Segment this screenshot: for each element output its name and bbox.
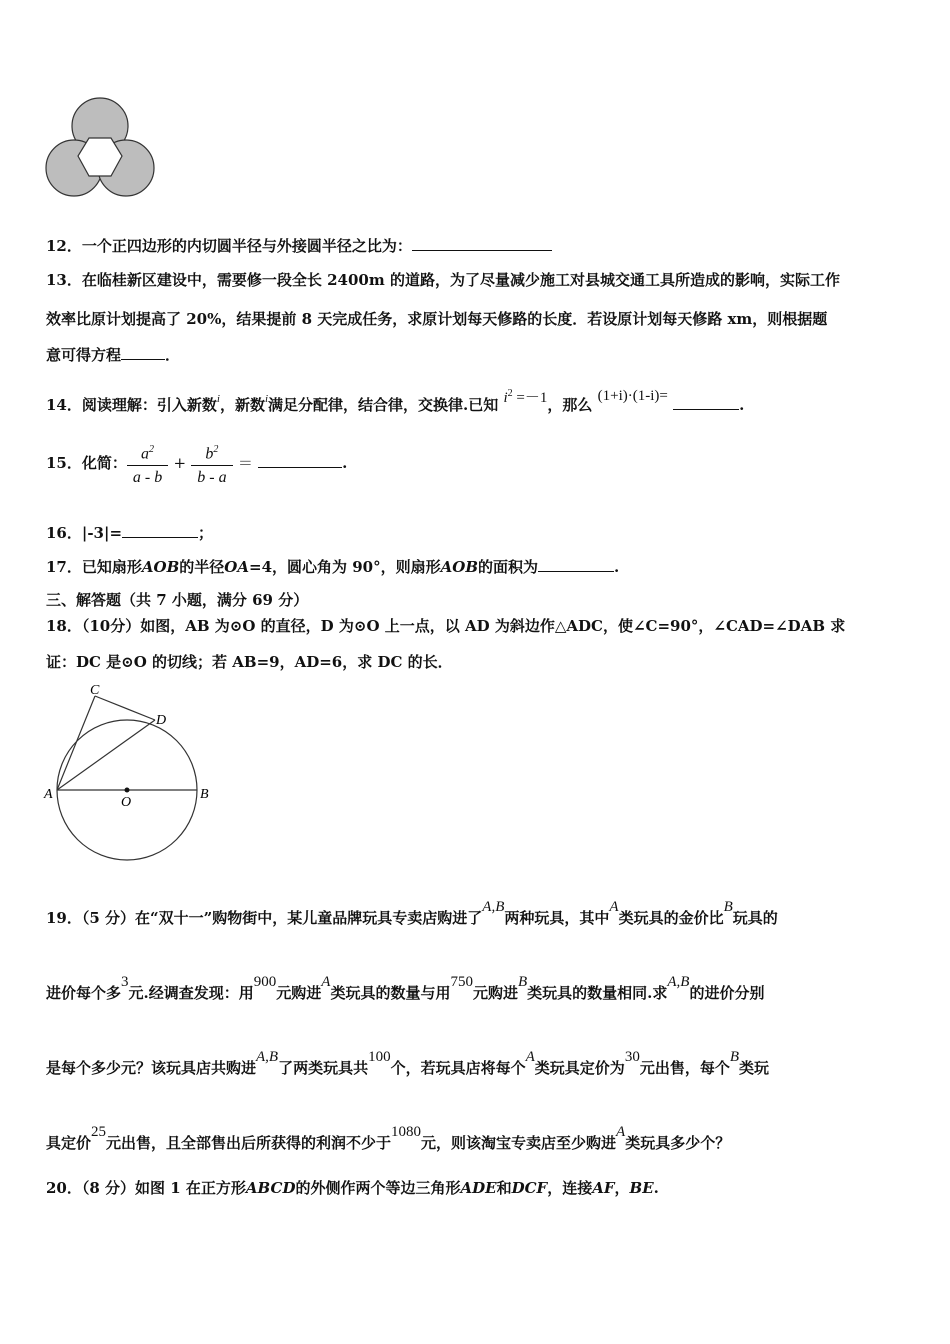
label-b: B <box>200 787 209 802</box>
label-c: C <box>90 683 100 698</box>
i-squared-expression: $i^2 =-1$ <box>503 388 548 406</box>
fraction-b: $\frac{b^2}{b - a}$ <box>191 441 232 487</box>
question-13-line-1: 13．在临桂新区建设中，需要修一段全长 2400m 的道路，为了尽量减少施工对县城交通工具所造成的影响，实际工作 <box>46 271 840 289</box>
question-17: 17．已知扇形AOB的半径OA=4，圆心角为 90°，则扇形AOB的面积为 . <box>46 558 620 576</box>
label-a: A <box>44 787 53 802</box>
answer-blank <box>673 395 739 410</box>
circle-tangent-figure <box>40 680 220 865</box>
question-18-line-1: 18．（10分）如图，AB 为⊙O 的直径，D 为⊙O 上一点，以 AD 为斜边作△ADC，使∠C=90°，∠CAD=∠DAB 求 <box>46 617 846 635</box>
answer-blank <box>412 236 552 251</box>
label-d: D <box>156 713 167 728</box>
question-12: 12．一个正四边形的内切圆半径与外接圆半径之比为： <box>46 236 904 256</box>
question-13-line-3: 意可得方程 ． <box>46 346 181 364</box>
section-3-title: 三、解答题（共 7 小题，满分 69 分） <box>46 591 309 609</box>
question-13-line-2: 效率比原计划提高了 20%，结果提前 8 天完成任务，求原计划每天修路的长度．若设原计划每天修路 xm，则根据题 <box>46 310 828 328</box>
question-16: 16．|-3|= ； <box>46 524 214 542</box>
label-o: O <box>121 795 132 810</box>
question-20: 20．（8 分）如图 1 在正方形ABCD的外侧作两个等边三角形ADE和DCF，连接AF，BE. <box>46 1179 659 1197</box>
question-19-line-3: 是每个多少元？该玩具店共购进A,B了两类玩具共100个，若玩具店将每个A类玩具定价为30元出售，每个B类玩 <box>46 1049 770 1077</box>
answer-blank <box>538 557 614 572</box>
question-15: 15．化简： $\frac{a^2}{a - b}$ + $\frac{b^2}{b - a}$ ＝ . <box>46 438 904 488</box>
answer-blank <box>122 523 198 538</box>
answer-blank <box>121 345 165 360</box>
three-circles-figure <box>42 96 160 206</box>
fraction-a: $\frac{a^2}{a - b}$ <box>127 441 168 487</box>
question-19-line-2: 进价每个多3元.经调查发现：用900元购进A类玩具的数量与用750元购进B类玩具的数量相同.求A,B的进价分别 <box>46 974 765 1002</box>
answer-blank <box>258 453 342 468</box>
question-18-line-2: 证：DC 是⊙O 的切线；若 AB=9，AD=6，求 DC 的长． <box>46 653 453 671</box>
question-19-line-1: 19．（5 分）在“双十一”购物街中，某儿童品牌玩具专卖店购进了A,B两种玩具，其中A类玩具的金价比B玩具的 <box>46 899 778 927</box>
complex-product-expression: (1+i)·(1-i)= <box>597 388 668 404</box>
question-14: 14．阅读理解：引入新数$^i$，新数$^i$满足分配律，结合律，交换律.已知 $i^2 =-1$，那么 (1+i)·(1-i)= . <box>46 388 745 414</box>
question-19-line-4: 具定价25元出售，且全部售出后所获得的利润不少于1080元，则该淘宝专卖店至少购进A类玩具多少个？ <box>46 1124 731 1152</box>
